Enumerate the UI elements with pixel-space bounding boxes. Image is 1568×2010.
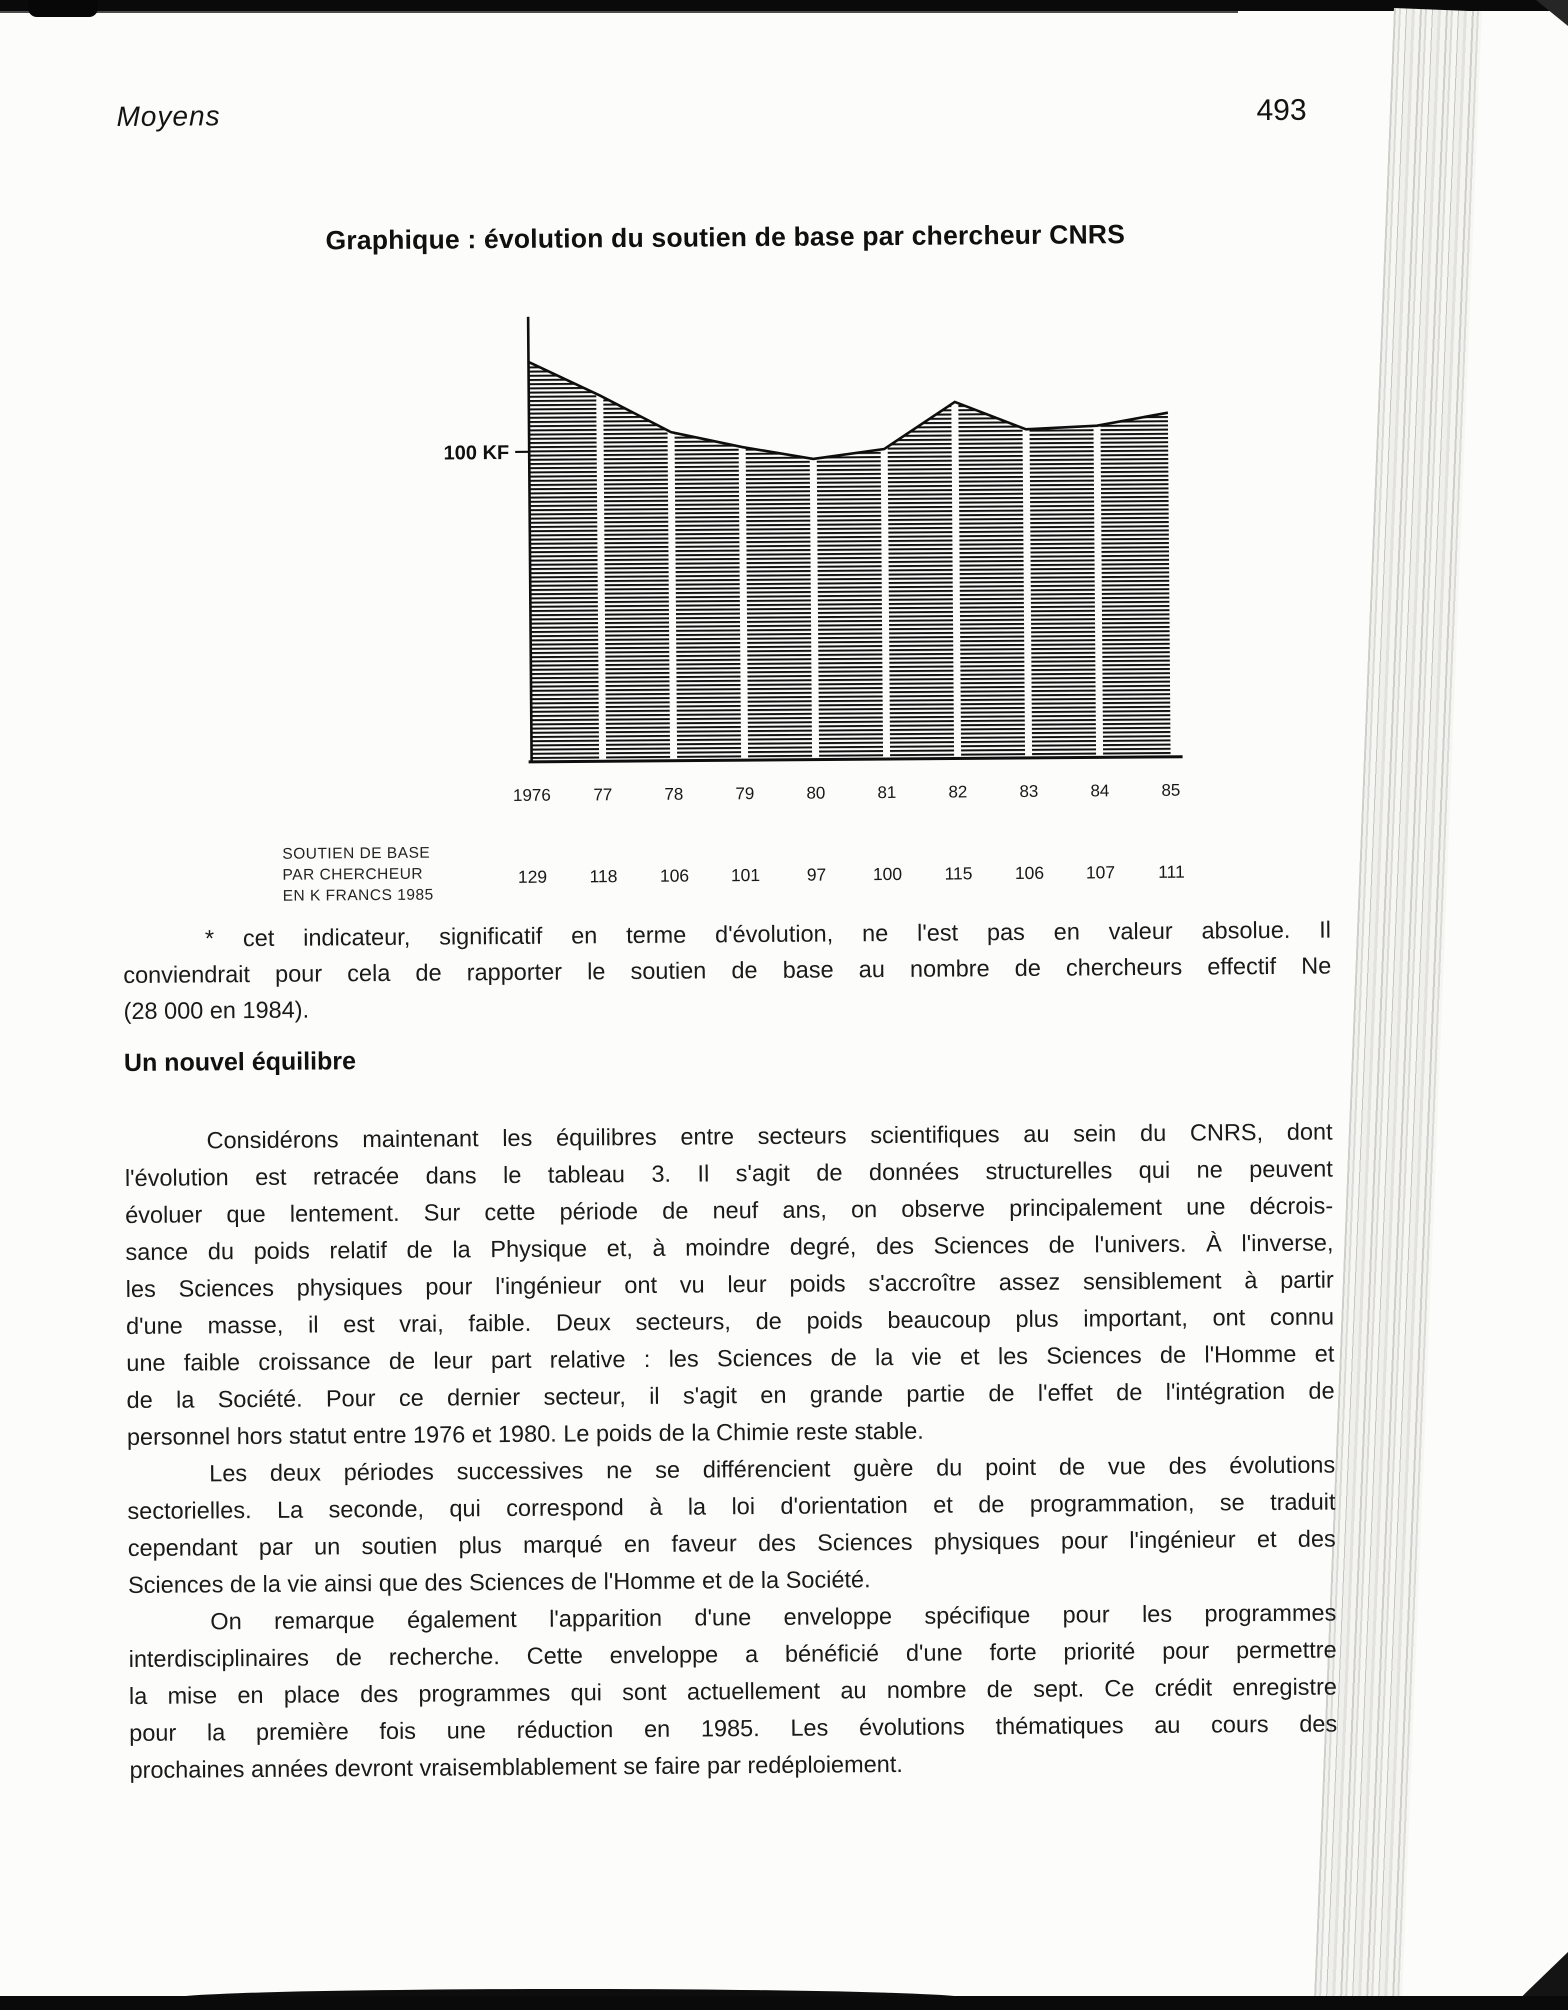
value-label: 101 [730, 865, 761, 886]
text-line: conviendrait pour cela de rapporter le soutien de base au nombre de chercheurs effectif Ne [123, 952, 1332, 989]
text-line: Considérons maintenant les équilibres entre secteurs scientifiques au sein du CNRS, dont [206, 1118, 1333, 1154]
text-line: personnel hors statut entre 1976 et 1980. Le poids de la Chimie reste stable. [126, 1417, 924, 1451]
text-line: d'une masse, il est vrai, faible. Deux secteurs, de poids beaucoup plus important, ont connu [125, 1303, 1335, 1340]
text-line: Les deux périodes successives ne se différencient guère du point de vue des évolutions [209, 1451, 1336, 1487]
year-label: 84 [1090, 781, 1110, 801]
value-label: 115 [944, 863, 973, 884]
support-per-researcher-chart [200, 307, 1205, 915]
text-line: sectorielles. La seconde, qui correspond à la loi d'orientation et de programmation, se traduit [127, 1488, 1336, 1525]
text-line: évoluer que lentement. Sur cette période de neuf ans, on observe principalement une décrois- [125, 1192, 1334, 1229]
year-label: 79 [735, 784, 755, 804]
year-label: 85 [1161, 780, 1181, 800]
text-line: une faible croissance de leur part relative : les Sciences de la vie et les Sciences de l'Homme et [126, 1340, 1335, 1377]
text-line: prochaines années devront vraisemblablement se faire par redéploiement. [129, 1750, 903, 1783]
body-text [124, 1114, 1337, 1789]
text-line: l'évolution est retracée dans le tableau 3. Il s'agit de données structurelles qui ne peuvent [124, 1155, 1333, 1192]
value-label: 118 [589, 866, 618, 887]
page-number: 493 [1256, 93, 1307, 128]
paragraph [128, 1595, 1337, 1789]
value-label: 107 [1085, 862, 1116, 883]
year-label: 83 [1019, 781, 1039, 801]
text-line: On remarque également l'apparition d'une enveloppe spécifique pour les programmes [210, 1599, 1337, 1635]
text-line: pour la première fois une réduction en 1985. Les évolutions thématiques au cours des [129, 1710, 1338, 1746]
y-tick-label: 100 KF [443, 441, 510, 465]
paragraph [127, 1447, 1336, 1604]
text-line: de la Société. Pour ce dernier secteur, il s'agit en grande partie de l'effet de l'intégration de [126, 1377, 1335, 1414]
value-label: 97 [806, 864, 827, 885]
series-caption-line: EN K FRANCS 1985 [282, 886, 434, 905]
chart-title: Graphique : évolution du soutien de base par chercheur CNRS [325, 219, 1126, 256]
value-label: 106 [659, 865, 690, 886]
text-line: Sciences de la vie ainsi que des Sciences de l'Homme et de la Société. [127, 1566, 871, 1599]
year-label: 77 [593, 785, 613, 805]
text-line: cependant par un soutien plus marqué en faveur des Sciences physiques pour l'ingénieur et des [127, 1525, 1336, 1562]
text-line: la mise en place des programmes qui sont actuellement au nombre de sept. Ce crédit enregistre [128, 1673, 1338, 1709]
footnote [123, 912, 1332, 1029]
text-line: les Sciences physiques pour l'ingénieur ont vu leur poids s'accroître assez sensiblement à partir [125, 1266, 1334, 1303]
hatched-area [528, 357, 1170, 762]
year-label: 81 [877, 782, 897, 803]
year-label: 82 [948, 782, 968, 802]
year-label: 80 [806, 783, 826, 803]
running-title: Moyens [116, 100, 221, 133]
value-label: 100 [872, 863, 903, 885]
text-line: * cet indicateur, significatif en terme d'évolution, ne l'est pas en valeur absolue. Il [204, 916, 1332, 952]
text-line: interdisciplinaires de recherche. Cette enveloppe a bénéficié d'une forte priorité pour permettre [128, 1636, 1337, 1672]
section-heading: Un nouvel équilibre [123, 1047, 357, 1078]
text-line: (28 000 en 1984). [123, 996, 310, 1025]
value-label: 111 [1158, 861, 1185, 882]
value-label: 129 [517, 866, 548, 887]
value-label: 106 [1014, 862, 1045, 884]
text-line: sance du poids relatif de la Physique et, à moindre degré, des Sciences de l'univers. À l'inverse, [125, 1229, 1334, 1266]
series-caption-line: SOUTIEN DE BASE [282, 844, 431, 863]
paragraph [124, 1114, 1335, 1456]
series-caption-line: PAR CHERCHEUR [282, 865, 424, 884]
year-label: 78 [664, 784, 684, 804]
year-label: 1976 [512, 785, 551, 805]
